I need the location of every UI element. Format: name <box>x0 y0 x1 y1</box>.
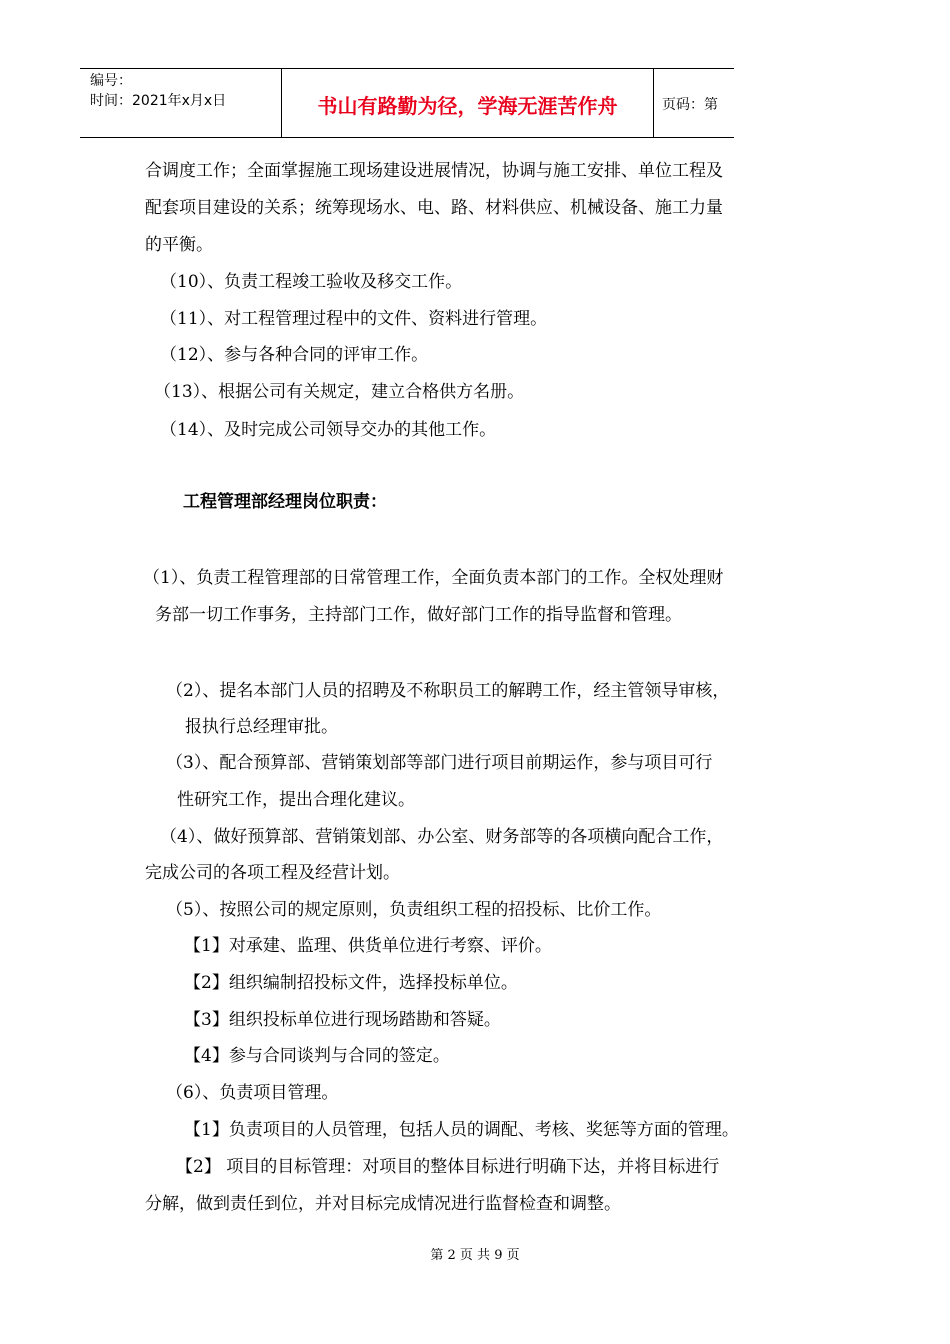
body-line: 务部一切工作事务，主持部门工作，做好部门工作的指导监督和管理。 <box>155 605 682 625</box>
document-number-label: 编号： <box>90 73 132 89</box>
sub-list-item: 【2】 项目的目标管理：对项目的整体目标进行明确下达，并将目标进行 <box>176 1157 720 1177</box>
body-line: 性研究工作，提出合理化建议。 <box>177 790 415 810</box>
page-footer: 第 2 页 共 9 页 <box>430 1248 520 1263</box>
section-heading: 工程管理部经理岗位职责： <box>183 492 387 512</box>
body-line: 合调度工作；全面掌握施工现场建设进展情况，协调与施工安排、单位工程及 <box>145 161 723 181</box>
sub-list-item: 【3】组织投标单位进行现场踏勘和答疑。 <box>184 1010 501 1030</box>
sub-list-item: 【2】组织编制招投标文件，选择投标单位。 <box>184 973 518 993</box>
body-line: 配套项目建设的关系；统筹现场水、电、路、材料供应、机械设备、施工力量 <box>145 198 723 218</box>
list-item: （12）、参与各种合同的评审工作。 <box>160 345 429 365</box>
document-date-label: 时间：2021年x月x日 <box>90 93 227 109</box>
header-info-cell <box>80 69 282 137</box>
list-item: （11）、对工程管理过程中的文件、资料进行管理。 <box>160 309 548 329</box>
body-line: 完成公司的各项工程及经营计划。 <box>145 863 400 883</box>
body-line: 分解，做到责任到位，并对目标完成情况进行监督检查和调整。 <box>145 1194 621 1214</box>
body-line: 报执行总经理审批。 <box>185 717 338 737</box>
body-line: 的平衡。 <box>145 235 213 255</box>
list-item: （6）、负责项目管理。 <box>166 1083 339 1103</box>
list-item: （5）、按照公司的规定原则，负责组织工程的招投标、比价工作。 <box>166 900 662 920</box>
sub-list-item: 【4】参与合同谈判与合同的签定。 <box>184 1046 450 1066</box>
header-page-cell <box>654 69 734 137</box>
sub-list-item: 【1】对承建、监理、供货单位进行考察、评价。 <box>184 936 552 956</box>
list-item: （14）、及时完成公司领导交办的其他工作。 <box>160 420 497 440</box>
header-page-label: 页码：第 <box>662 97 718 113</box>
list-item: （1）、负责工程管理部的日常管理工作，全面负责本部门的工作。全权处理财 <box>143 568 724 588</box>
list-item: （4）、做好预算部、营销策划部、办公室、财务部等的各项横向配合工作， <box>160 827 724 847</box>
list-item: （3）、配合预算部、营销策划部等部门进行项目前期运作，参与项目可行 <box>166 753 713 773</box>
list-item: （13）、根据公司有关规定，建立合格供方名册。 <box>154 382 525 402</box>
page-header <box>80 68 734 138</box>
list-item: （10）、负责工程竣工验收及移交工作。 <box>160 272 463 292</box>
sub-list-item: 【1】负责项目的人员管理，包括人员的调配、考核、奖惩等方面的管理。 <box>184 1120 739 1140</box>
header-motto: 书山有路勤为径，学海无涯苦作舟 <box>317 94 618 118</box>
list-item: （2）、提名本部门人员的招聘及不称职员工的解聘工作，经主管领导审核， <box>166 681 730 701</box>
header-motto-cell <box>282 69 654 137</box>
